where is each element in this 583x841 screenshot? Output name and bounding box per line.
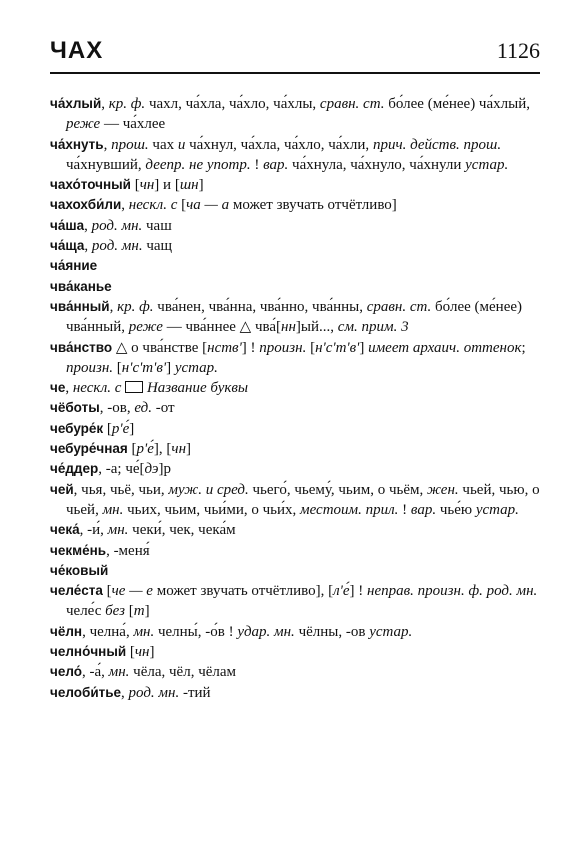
headword: ча́хнуть [50,136,104,152]
grammatical-label: ча — а [186,197,230,214]
headword: челно́чный [50,644,127,660]
entry-text: , [121,684,129,701]
headword: чёлн [50,623,83,639]
dictionary-entry [50,419,542,439]
headword: чёботы [50,400,100,416]
entry-text: бо́лее (ме́нее) чва́нный, [66,298,523,336]
grammatical-label: нескл. с [72,380,122,397]
grammatical-label: Название буквы [146,380,249,397]
grammatical-label: произн. [259,339,307,356]
dictionary-entry [50,297,542,338]
grammatical-label: деепр. не употр. [145,156,251,173]
entry-text: ча́хнул, ча́хла, ча́хло, ча́хли, [185,136,373,153]
entry-text: ] и [ [154,177,180,194]
entry-text: ], [ [153,441,172,458]
headword: чебуре́чная [50,441,128,457]
headword: чахохби́ли [50,197,122,213]
headword: че [50,380,66,396]
dictionary-entry [50,338,542,379]
headword: чва́канье [50,278,112,294]
grammatical-label: вар. [263,156,289,173]
grammatical-label: чн [171,441,187,458]
entry-text: ] [166,359,175,376]
entry-text: ] [144,603,150,620]
dictionary-entry [50,175,542,195]
grammatical-label: без [105,603,125,620]
headword: чей [50,481,74,497]
headword: чебуре́к [50,420,104,436]
entry-text: чаш [142,217,172,234]
grammatical-label: устар. [174,359,218,376]
headword: челе́ста [50,583,103,599]
dictionary-entry [50,216,542,236]
entry-text: ] ! [349,583,368,600]
entry-text: [ [306,339,316,356]
grammatical-label: см. прим. 3 [337,319,409,336]
entry-text: -тий [179,684,211,701]
grammatical-label: нескл. с [128,197,178,214]
entry-text: ] [129,420,135,437]
entry-text: [ [113,359,122,376]
entry-text: чва́нен, чва́нна, чва́нно, чва́нны, [153,298,367,315]
letter-box-icon [125,381,143,393]
entry-text: ] ! [241,339,260,356]
entry-text: , челна́, [82,623,134,640]
dictionary-entry [50,581,542,622]
grammatical-label: сравн. ст. [366,298,432,315]
dictionary-entry [50,398,542,418]
entry-text: челе́с [66,603,106,620]
entry-text: чёлны, -ов [294,623,370,640]
grammatical-label: мн. [107,522,129,539]
headword: ча́ща [50,238,85,254]
headword: чва́нный [50,298,110,314]
entry-text: , -ов, [99,400,135,417]
entry-text: , -и́, [79,522,108,539]
entry-text: может звучать отчётливо], [ [152,583,334,600]
headword: чека́ [50,522,80,538]
dictionary-entry [50,480,542,521]
dictionary-entry [50,378,542,398]
grammatical-label: че — е [111,583,153,600]
grammatical-label: л'е́ [333,583,350,600]
grammatical-label: н'с'т'в' [315,339,360,356]
dictionary-entry [50,236,542,256]
dictionary-entry [50,622,542,642]
grammatical-label: мн. [133,623,155,640]
running-head: ЧАХ [50,37,104,64]
entry-text: ] [359,339,369,356]
grammatical-label: н'с'т'в' [121,359,167,376]
grammatical-label: кр. ф. [117,298,154,315]
dictionary-entry [50,683,542,703]
grammatical-label: имеет архаич. оттенок [368,339,522,356]
entry-text: ! [398,501,411,518]
headword: чело́ [50,664,82,680]
grammatical-label: чн [134,644,150,661]
grammatical-label: мн. [102,501,124,518]
grammatical-label: род. мн. [91,217,143,234]
grammatical-label: жен. [427,481,459,498]
dictionary-entry [50,561,542,581]
entry-text: △ о чва́нстве [ [112,339,208,356]
grammatical-label: нн [281,319,296,336]
entry-text: , [121,197,129,214]
grammatical-label: местоим. прил. [300,501,399,518]
entry-text: ; [521,339,526,356]
headword: чахо́точный [50,177,131,193]
entry-text: ]ый..., [295,319,338,336]
headword: челоби́тье [50,684,122,700]
entry-text: , чья, чьё, чьи, [73,481,169,498]
dictionary-entry [50,642,542,662]
dictionary-entry [50,135,542,176]
headword: ча́ша [50,217,85,233]
entry-text: может звучать отчётливо] [229,197,397,214]
headword: чва́нство [50,339,113,355]
entry-text: ] [186,441,192,458]
entry-text: ча́хнувший, [66,156,146,173]
entry-text: , -а; че́[ [98,461,145,478]
entry-text: ! [250,156,264,173]
grammatical-label: реже [66,116,101,133]
grammatical-label: устар. [475,501,519,518]
grammatical-label: реже [128,319,163,336]
grammatical-label: шн [179,177,199,194]
grammatical-label: вар. [410,501,437,518]
dictionary-entry [50,541,542,561]
grammatical-label: муж. и сред. [168,481,249,498]
headword: че́ддер [50,461,99,477]
dictionary-entries [50,94,542,703]
entry-text: чье́ю [436,501,476,518]
dictionary-entry [50,195,542,215]
headword: че́ковый [50,562,109,578]
dictionary-entry [50,662,542,682]
grammatical-label: удар. мн. [237,623,295,640]
entry-text: , [109,298,118,315]
grammatical-label: р'е́ [136,441,154,458]
entry-text: челны́, -о́в ! [154,623,238,640]
grammatical-label: мн. [108,664,130,681]
entry-text: ча́хнула, ча́хнуло, ча́хнули [288,156,466,173]
entry-text: , [84,217,92,234]
headword: ча́хлый [50,96,102,111]
grammatical-label: род. мн. [128,684,180,701]
entry-text: [ [103,420,112,437]
entry-text: , [101,96,109,112]
grammatical-label: ед. [134,400,152,417]
grammatical-label: дэ [144,461,159,478]
entry-text: ] [198,177,204,194]
entry-text: , -меня́ [106,542,150,559]
grammatical-label: т [133,603,145,620]
grammatical-label: род. мн. [91,238,143,255]
dictionary-entry [50,256,542,276]
entry-text: [ [126,644,135,661]
grammatical-label: и [177,136,186,153]
dictionary-entry [50,94,542,135]
grammatical-label: р'е́ [111,420,130,437]
dictionary-entry [50,439,542,459]
entry-text: чеки́, чек, чека́м [128,522,236,539]
entry-text: -от [151,400,175,417]
entry-text: ] [149,644,155,661]
entry-text: чьей, чью, о чьей, [66,481,540,518]
entry-text: чьих, чьим, чьи́ми, о чьи́х, [123,501,301,518]
headword: чекме́нь [50,542,107,558]
headword: ча́яние [50,258,98,274]
grammatical-label: устар. [369,623,413,640]
dictionary-entry [50,277,542,297]
grammatical-label: нств' [207,339,242,356]
grammatical-label: прош. [111,136,149,153]
entry-text: , -а́, [82,664,109,681]
entry-text: чах [148,136,178,153]
grammatical-label: прич. действ. прош. [372,136,502,153]
entry-text: ]р [158,461,172,478]
entry-text: чащ [142,238,173,255]
entry-text: — чва́ннее △ чва́[ [162,319,282,336]
dictionary-entry [50,459,542,479]
grammatical-label: произн. [66,359,114,376]
entry-text: [ [102,583,112,600]
grammatical-label: чн [139,177,155,194]
grammatical-label: кр. ф. [108,96,146,112]
entry-text: чахл, ча́хла, ча́хло, ча́хлы, [145,96,320,112]
grammatical-label: устар. [465,156,509,173]
entry-text: чьего́, чьему́, чьим, о чьём, [248,481,428,498]
page-header [50,38,540,74]
entry-text: [ [127,441,137,458]
entry-text: бо́лее (ме́нее) ча́хлый, [384,96,530,112]
entry-text: , [65,380,73,397]
dictionary-entry [50,520,542,540]
entry-text: [ [125,603,134,620]
entry-text: , [84,238,92,255]
entry-text: [ [130,177,140,194]
grammatical-label: неправ. произн. ф. род. мн. [367,583,538,600]
entry-text: — ча́хлее [100,116,166,133]
page-number: 1126 [496,38,540,63]
grammatical-label: сравн. ст. [319,96,385,112]
entry-text: [ [177,197,187,214]
entry-text: , [103,136,112,153]
entry-text: чёла, чёл, чёлам [129,664,237,681]
